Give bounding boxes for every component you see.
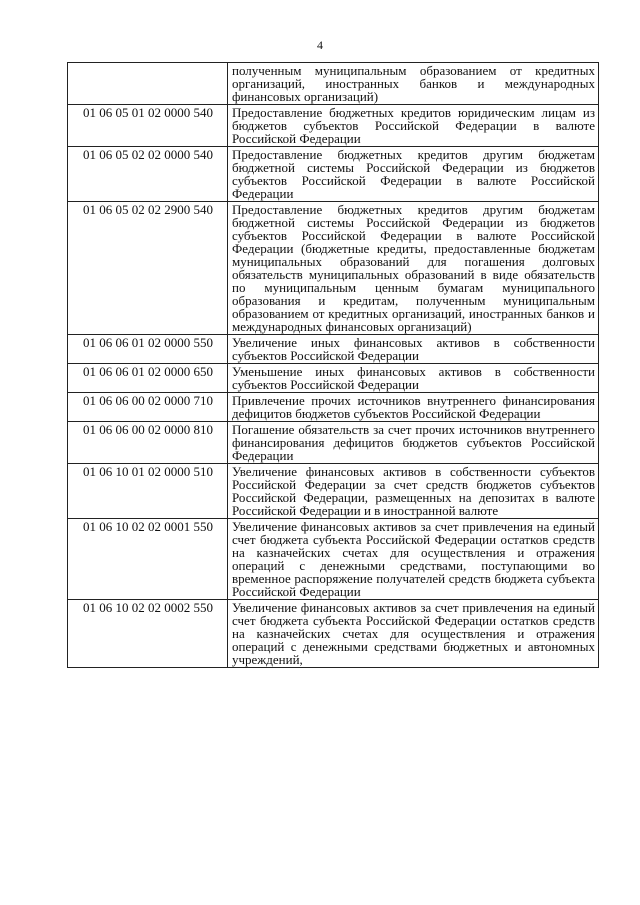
description-cell: Увеличение финансовых активов за счет привлечения на единый счет бюджета субъекта Российской Федерации остатков средств на казначейских счетах для осуществления и отражения операций с денежными средствами бюджетных и автономных учреждений,: [228, 600, 599, 668]
table-row: [68, 335, 599, 364]
table-row: [68, 422, 599, 464]
code-cell: 01 06 06 00 02 0000 710: [68, 393, 228, 422]
table-row: [68, 202, 599, 335]
code-cell: 01 06 06 01 02 0000 550: [68, 335, 228, 364]
description-cell: Привлечение прочих источников внутреннего финансирования дефицитов бюджетов субъектов Российской Федерации: [228, 393, 599, 422]
code-cell: 01 06 06 01 02 0000 650: [68, 364, 228, 393]
code-cell: 01 06 05 01 02 0000 540: [68, 105, 228, 147]
description-cell: Предоставление бюджетных кредитов другим бюджетам бюджетной системы Российской Федерации из бюджетов субъектов Российской Федерации в валюте Российской Федерации (бюджетные кредиты, предоставленные бюджетам муниципальных образований для погашения долговых обязательств муниципальных образований в виде обязательств по муниципальным ценным бумагам муниципального образования и кредитам, полученным муниципальным образованием от кредитных организаций, иностранных банков и международных финансовых организаций): [228, 202, 599, 335]
code-cell: 01 06 10 02 02 0001 550: [68, 519, 228, 600]
budget-codes-table: [67, 62, 599, 668]
description-cell: полученным муниципальным образованием от кредитных организаций, иностранных банков и международных финансовых организаций): [228, 63, 599, 105]
description-cell: Увеличение финансовых активов за счет привлечения на единый счет бюджета субъекта Российской Федерации остатков средств на казначейских счетах для осуществления и отражения операций с денежными средствами, поступающими во временное распоряжение получателей средств бюджета субъекта Российской Федерации: [228, 519, 599, 600]
code-cell: 01 06 06 00 02 0000 810: [68, 422, 228, 464]
table-row: [68, 464, 599, 519]
description-cell: Увеличение иных финансовых активов в собственности субъектов Российской Федерации: [228, 335, 599, 364]
table-row: [68, 147, 599, 202]
description-cell: Предоставление бюджетных кредитов юридическим лицам из бюджетов субъектов Российской Федерации в валюте Российской Федерации: [228, 105, 599, 147]
description-cell: Увеличение финансовых активов в собственности субъектов Российской Федерации за счет средств бюджетов субъектов Российской Федерации, размещенных на депозитах в валюте Российской Федерации и в иностранной валюте: [228, 464, 599, 519]
table-row: [68, 63, 599, 105]
description-cell: Предоставление бюджетных кредитов другим бюджетам бюджетной системы Российской Федерации из бюджетов субъектов Российской Федерации в валюте Российской Федерации: [228, 147, 599, 202]
code-cell: 01 06 05 02 02 0000 540: [68, 147, 228, 202]
table-row: [68, 600, 599, 668]
code-cell: 01 06 10 01 02 0000 510: [68, 464, 228, 519]
table-row: [68, 519, 599, 600]
description-cell: Уменьшение иных финансовых активов в собственности субъектов Российской Федерации: [228, 364, 599, 393]
table-row: [68, 393, 599, 422]
code-cell: 01 06 10 02 02 0002 550: [68, 600, 228, 668]
table-row: [68, 364, 599, 393]
page-number: 4: [317, 38, 323, 52]
table-row: [68, 105, 599, 147]
code-cell: 01 06 05 02 02 2900 540: [68, 202, 228, 335]
description-cell: Погашение обязательств за счет прочих источников внутреннего финансирования дефицитов бюджетов субъектов Российской Федерации: [228, 422, 599, 464]
code-cell: [68, 63, 228, 105]
